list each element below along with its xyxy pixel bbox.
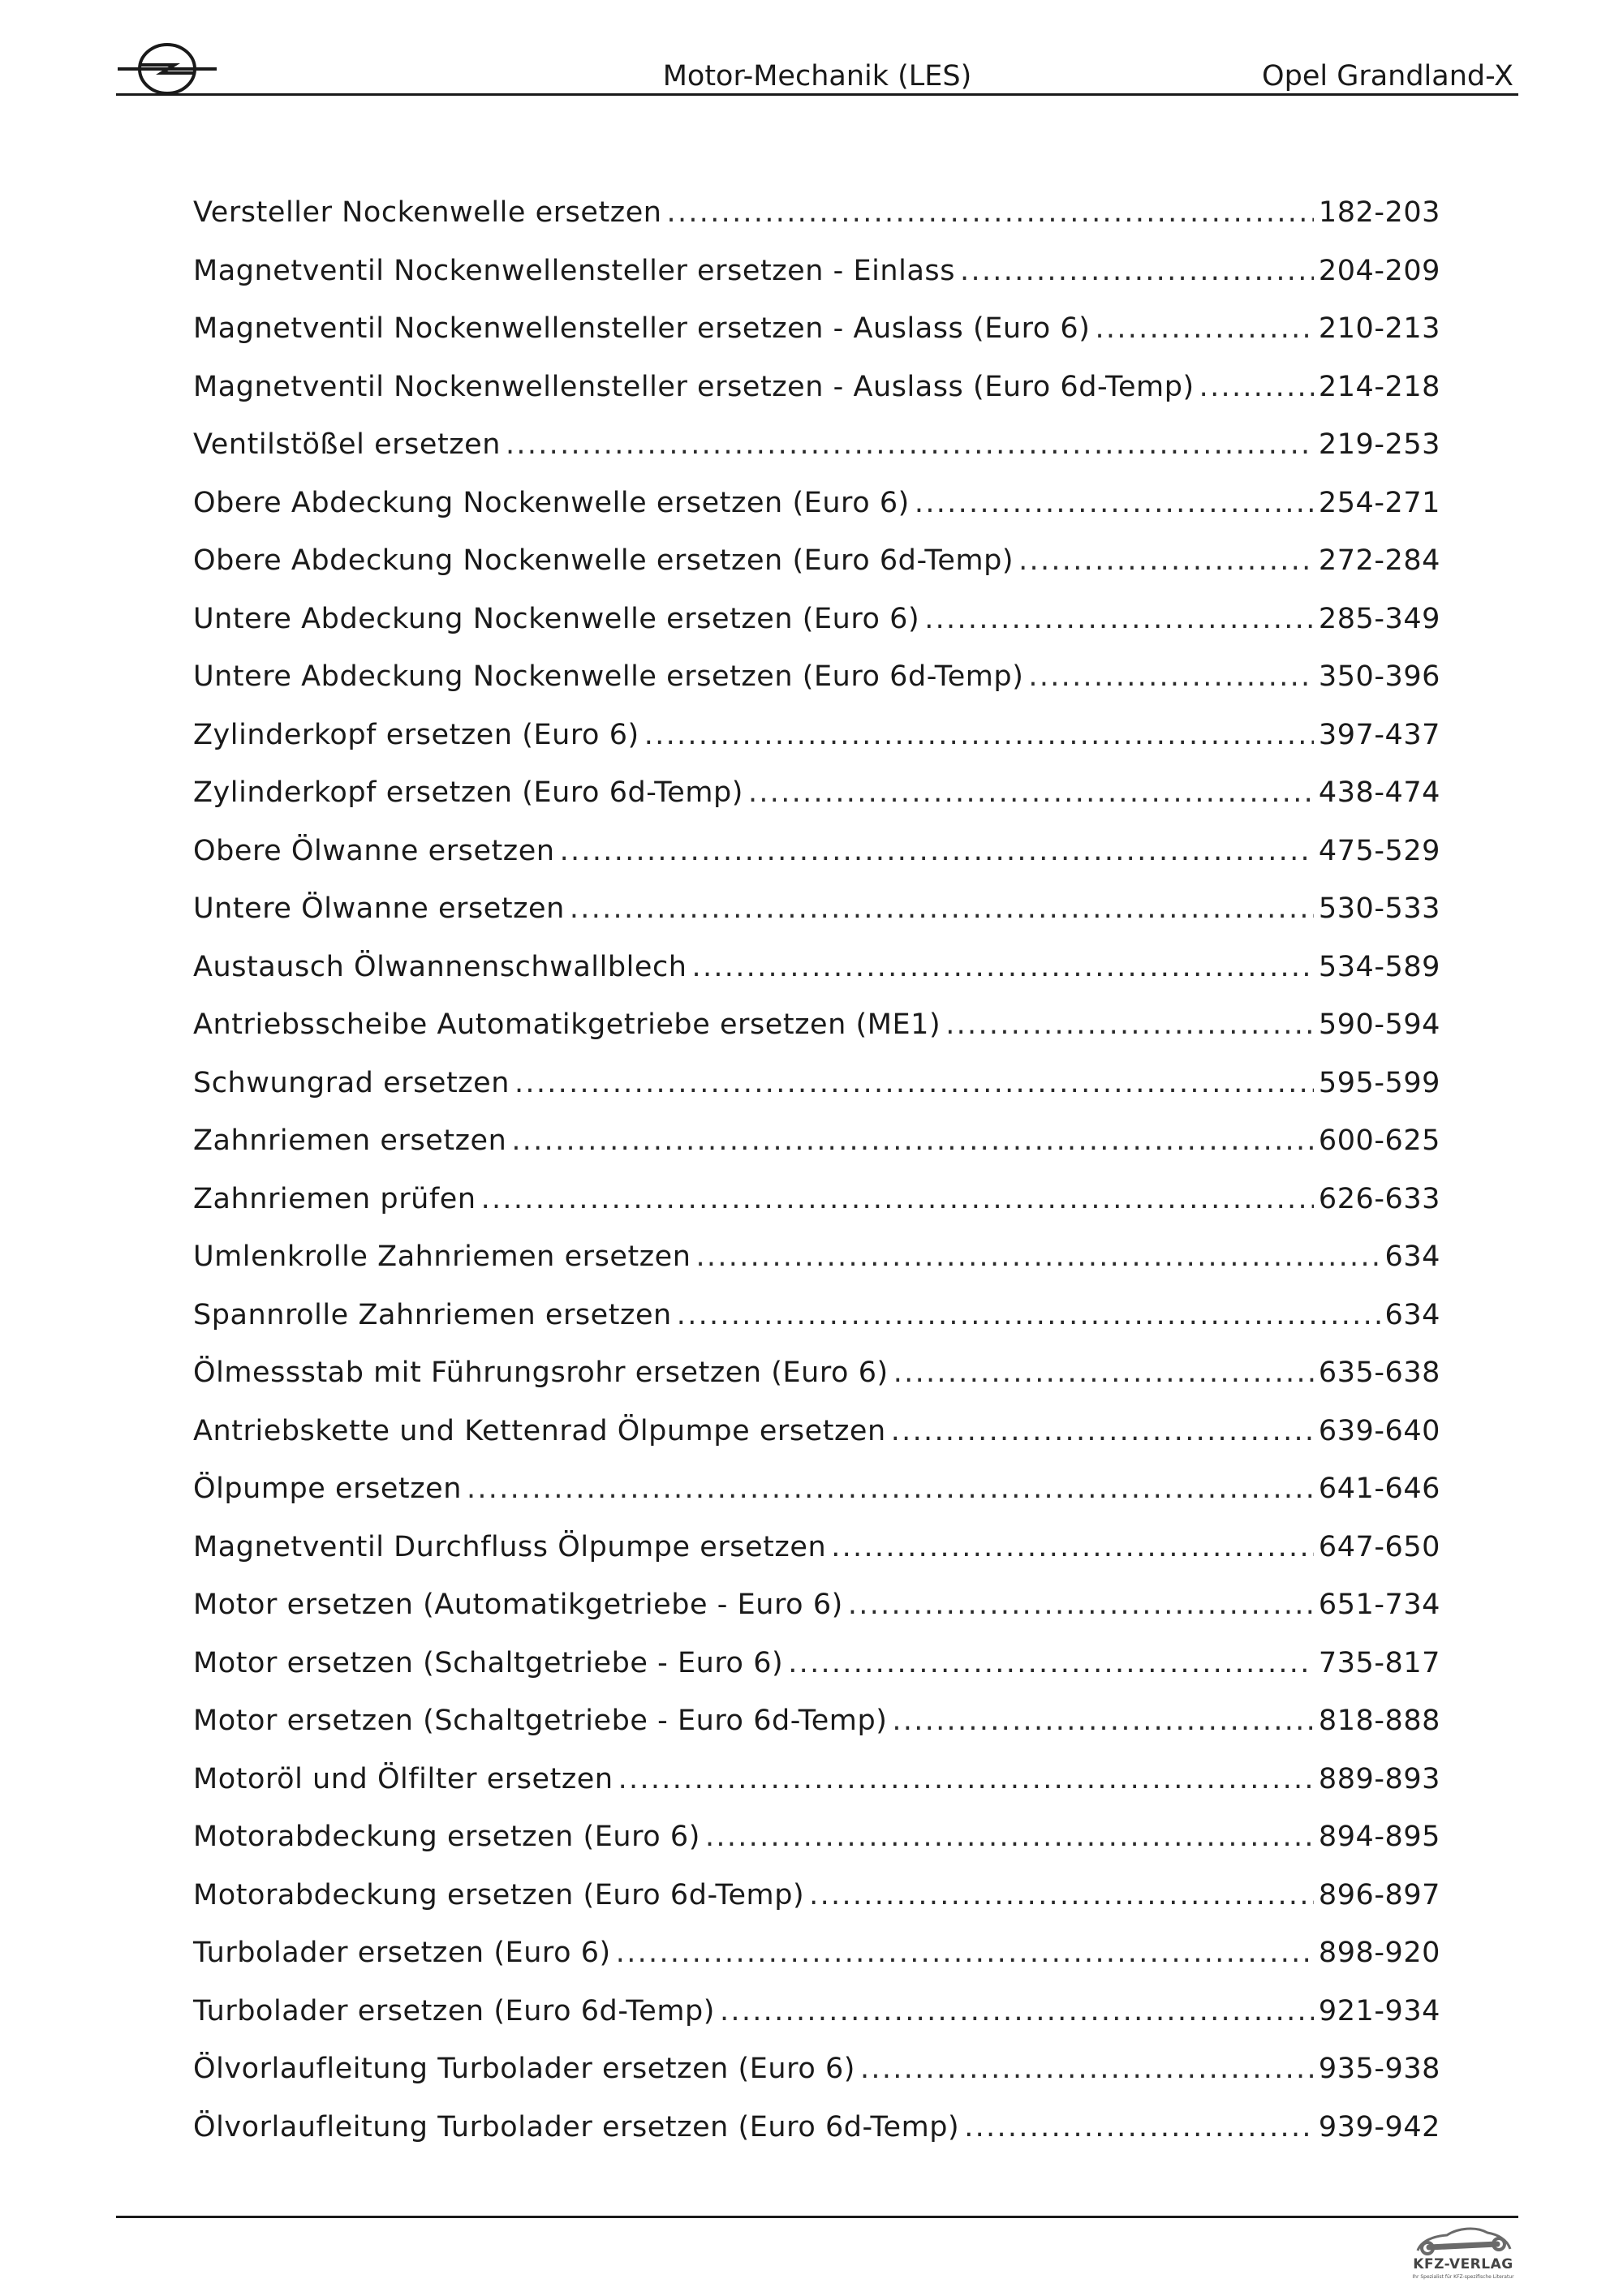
toc-entry-pages: 641-646 <box>1318 1473 1440 1505</box>
toc-dot-leader <box>618 1758 1314 1800</box>
toc-entry-title: Magnetventil Durchfluss Ölpumpe ersetzen <box>193 1530 827 1563</box>
toc-entry-title: Obere Ölwanne ersetzen <box>193 834 555 867</box>
toc-dot-leader <box>1095 307 1313 350</box>
toc-entry <box>193 1352 1440 1410</box>
toc-entry-title: Zylinderkopf ersetzen (Euro 6) <box>193 718 639 751</box>
toc-dot-leader <box>892 1700 1313 1742</box>
toc-entry <box>193 946 1440 1004</box>
toc-entry-title: Motoröl und Ölfilter ersetzen <box>193 1762 613 1795</box>
toc-entry <box>193 1062 1440 1120</box>
publisher-name: KFZ-VERLAG <box>1413 2256 1513 2272</box>
toc-dot-leader <box>1199 366 1314 408</box>
toc-entry <box>193 2106 1440 2165</box>
toc-entry <box>193 1294 1440 1352</box>
toc-entry-pages: 818-888 <box>1318 1705 1440 1737</box>
toc-entry-pages: 634 <box>1384 1298 1440 1331</box>
toc-entry-pages: 889-893 <box>1318 1762 1440 1795</box>
toc-dot-leader <box>893 1352 1314 1394</box>
toc-entry-pages: 254-271 <box>1318 486 1440 519</box>
toc-entry-pages: 894-895 <box>1318 1821 1440 1853</box>
toc-dot-leader <box>788 1642 1314 1684</box>
toc-entry <box>193 191 1440 250</box>
toc-dot-leader <box>570 888 1314 930</box>
toc-dot-leader <box>831 1526 1314 1568</box>
toc-dot-leader <box>860 2048 1314 2090</box>
toc-entry <box>193 1700 1440 1758</box>
toc-entry <box>193 1236 1440 1294</box>
toc-dot-leader <box>467 1468 1314 1510</box>
toc-dot-leader <box>809 1874 1314 1916</box>
toc-entry <box>193 424 1440 482</box>
vehicle-model: Opel Grandland-X <box>1262 60 1513 92</box>
toc-entry-title: Motorabdeckung ersetzen (Euro 6d-Temp) <box>193 1878 805 1911</box>
toc-entry-title: Austausch Ölwannenschwallblech <box>193 950 687 983</box>
toc-entry <box>193 1816 1440 1874</box>
toc-dot-leader <box>964 2106 1314 2148</box>
toc-dot-leader <box>915 482 1314 524</box>
header-divider <box>116 93 1518 96</box>
footer-divider <box>116 2216 1518 2218</box>
toc-entry-title: Motor ersetzen (Schaltgetriebe - Euro 6d-Temp) <box>193 1705 888 1737</box>
toc-entry-pages: 204-209 <box>1318 254 1440 287</box>
toc-dot-leader <box>481 1178 1314 1220</box>
toc-entry-title: Schwungrad ersetzen <box>193 1066 510 1099</box>
toc-entry-pages: 438-474 <box>1318 776 1440 809</box>
toc-entry-pages: 634 <box>1384 1240 1440 1273</box>
toc-entry-pages: 214-218 <box>1318 370 1440 403</box>
toc-entry-title: Obere Abdeckung Nockenwelle ersetzen (Euro 6) <box>193 486 910 519</box>
toc-entry <box>193 366 1440 424</box>
toc-entry-pages: 397-437 <box>1318 718 1440 751</box>
toc-entry-pages: 626-633 <box>1318 1182 1440 1215</box>
toc-dot-leader <box>720 1990 1314 2032</box>
publisher-logo <box>1406 2223 1520 2290</box>
toc-entry <box>193 888 1440 946</box>
toc-entry-title: Motorabdeckung ersetzen (Euro 6) <box>193 1821 700 1853</box>
toc-entry-pages: 272-284 <box>1318 544 1440 577</box>
toc-entry <box>193 1990 1440 2049</box>
toc-dot-leader <box>692 946 1314 988</box>
toc-entry-title: Ölvorlaufleitung Turbolader ersetzen (Euro 6) <box>193 2053 855 2085</box>
toc-dot-leader <box>705 1816 1314 1858</box>
toc-entry-pages: 921-934 <box>1318 1994 1440 2027</box>
toc-entry-title: Ölpumpe ersetzen <box>193 1473 462 1505</box>
page-header <box>116 42 1518 99</box>
toc-dot-leader <box>514 1062 1314 1104</box>
toc-entry <box>193 1410 1440 1468</box>
toc-dot-leader <box>748 772 1314 814</box>
toc-entry-title: Untere Ölwanne ersetzen <box>193 892 565 925</box>
toc-entry-title: Ventilstößel ersetzen <box>193 428 501 461</box>
toc-entry <box>193 1642 1440 1701</box>
toc-entry-pages: 530-533 <box>1318 892 1440 925</box>
toc-entry-pages: 647-650 <box>1318 1530 1440 1563</box>
toc-entry-pages: 210-213 <box>1318 312 1440 345</box>
toc-entry <box>193 540 1440 598</box>
toc-entry-pages: 896-897 <box>1318 1878 1440 1911</box>
toc-entry-title: Motor ersetzen (Schaltgetriebe - Euro 6) <box>193 1646 784 1679</box>
toc-entry-title: Zahnriemen prüfen <box>193 1182 476 1215</box>
toc-entry <box>193 1758 1440 1817</box>
toc-entry <box>193 2048 1440 2106</box>
toc-entry-title: Untere Abdeckung Nockenwelle ersetzen (Euro 6) <box>193 602 920 635</box>
toc-dot-leader <box>616 1932 1314 1974</box>
toc-entry <box>193 772 1440 830</box>
toc-entry-pages: 898-920 <box>1318 1937 1440 1969</box>
publisher-tagline: Ihr Spezialist für KFZ-spezifische Literatur <box>1412 2274 1514 2280</box>
table-of-contents <box>193 191 1440 2164</box>
toc-entry-pages: 639-640 <box>1318 1414 1440 1447</box>
toc-dot-leader <box>960 250 1314 292</box>
toc-entry-pages: 600-625 <box>1318 1124 1440 1157</box>
toc-entry-pages: 219-253 <box>1318 428 1440 461</box>
toc-entry-pages: 735-817 <box>1318 1646 1440 1679</box>
car-wrench-icon <box>1413 2223 1515 2257</box>
toc-entry <box>193 1468 1440 1526</box>
toc-entry-title: Antriebskette und Kettenrad Ölpumpe ersetzen <box>193 1414 886 1447</box>
document-title: Motor-Mechanik (LES) <box>662 60 972 92</box>
toc-entry-title: Versteller Nockenwelle ersetzen <box>193 196 662 229</box>
toc-entry <box>193 307 1440 366</box>
toc-entry <box>193 714 1440 772</box>
toc-entry-title: Untere Abdeckung Nockenwelle ersetzen (Euro 6d-Temp) <box>193 660 1024 693</box>
toc-entry-pages: 475-529 <box>1318 834 1440 867</box>
toc-dot-leader <box>644 714 1314 756</box>
toc-dot-leader <box>511 1120 1314 1162</box>
toc-dot-leader <box>848 1584 1314 1626</box>
toc-dot-leader <box>667 191 1314 234</box>
toc-entry-pages: 935-938 <box>1318 2053 1440 2085</box>
toc-dot-leader <box>677 1294 1380 1336</box>
toc-entry-title: Magnetventil Nockenwellensteller ersetzen - Auslass (Euro 6) <box>193 312 1091 345</box>
toc-entry-pages: 534-589 <box>1318 950 1440 983</box>
toc-dot-leader <box>1018 540 1314 582</box>
toc-entry <box>193 1120 1440 1178</box>
toc-entry-title: Turbolader ersetzen (Euro 6d-Temp) <box>193 1994 715 2027</box>
toc-dot-leader <box>945 1004 1314 1046</box>
toc-dot-leader <box>560 830 1314 872</box>
toc-dot-leader <box>924 598 1314 640</box>
toc-entry <box>193 250 1440 308</box>
toc-dot-leader <box>891 1410 1314 1452</box>
toc-entry-title: Ölvorlaufleitung Turbolader ersetzen (Euro 6d-Temp) <box>193 2110 960 2143</box>
toc-entry <box>193 1932 1440 1990</box>
toc-entry <box>193 656 1440 714</box>
toc-entry-title: Umlenkrolle Zahnriemen ersetzen <box>193 1240 691 1273</box>
toc-entry-pages: 651-734 <box>1318 1589 1440 1621</box>
toc-entry-pages: 595-599 <box>1318 1066 1440 1099</box>
toc-entry-title: Turbolader ersetzen (Euro 6) <box>193 1937 611 1969</box>
toc-entry <box>193 1178 1440 1236</box>
toc-entry <box>193 482 1440 540</box>
toc-entry-pages: 350-396 <box>1318 660 1440 693</box>
toc-entry-title: Obere Abdeckung Nockenwelle ersetzen (Euro 6d-Temp) <box>193 544 1014 577</box>
toc-entry <box>193 830 1440 888</box>
toc-entry-title: Magnetventil Nockenwellensteller ersetzen - Auslass (Euro 6d-Temp) <box>193 370 1195 403</box>
toc-entry <box>193 1584 1440 1642</box>
toc-entry-pages: 590-594 <box>1318 1008 1440 1041</box>
toc-entry-title: Magnetventil Nockenwellensteller ersetzen - Einlass <box>193 254 956 287</box>
toc-entry-title: Zahnriemen ersetzen <box>193 1124 507 1157</box>
toc-entry <box>193 1874 1440 1933</box>
toc-entry-pages: 182-203 <box>1318 196 1440 229</box>
toc-dot-leader <box>1028 656 1314 698</box>
toc-entry-title: Spannrolle Zahnriemen ersetzen <box>193 1298 672 1331</box>
toc-entry-title: Ölmessstab mit Führungsrohr ersetzen (Euro 6) <box>193 1357 889 1389</box>
toc-entry-title: Motor ersetzen (Automatikgetriebe - Euro 6) <box>193 1589 843 1621</box>
toc-entry-title: Antriebsscheibe Automatikgetriebe ersetzen (ME1) <box>193 1008 941 1041</box>
toc-entry-title: Zylinderkopf ersetzen (Euro 6d-Temp) <box>193 776 743 809</box>
toc-entry <box>193 1004 1440 1062</box>
toc-entry <box>193 598 1440 656</box>
toc-entry-pages: 285-349 <box>1318 602 1440 635</box>
toc-entry-pages: 635-638 <box>1318 1357 1440 1389</box>
toc-entry-pages: 939-942 <box>1318 2110 1440 2143</box>
toc-dot-leader <box>696 1236 1380 1278</box>
toc-entry <box>193 1526 1440 1584</box>
toc-dot-leader <box>506 424 1314 466</box>
